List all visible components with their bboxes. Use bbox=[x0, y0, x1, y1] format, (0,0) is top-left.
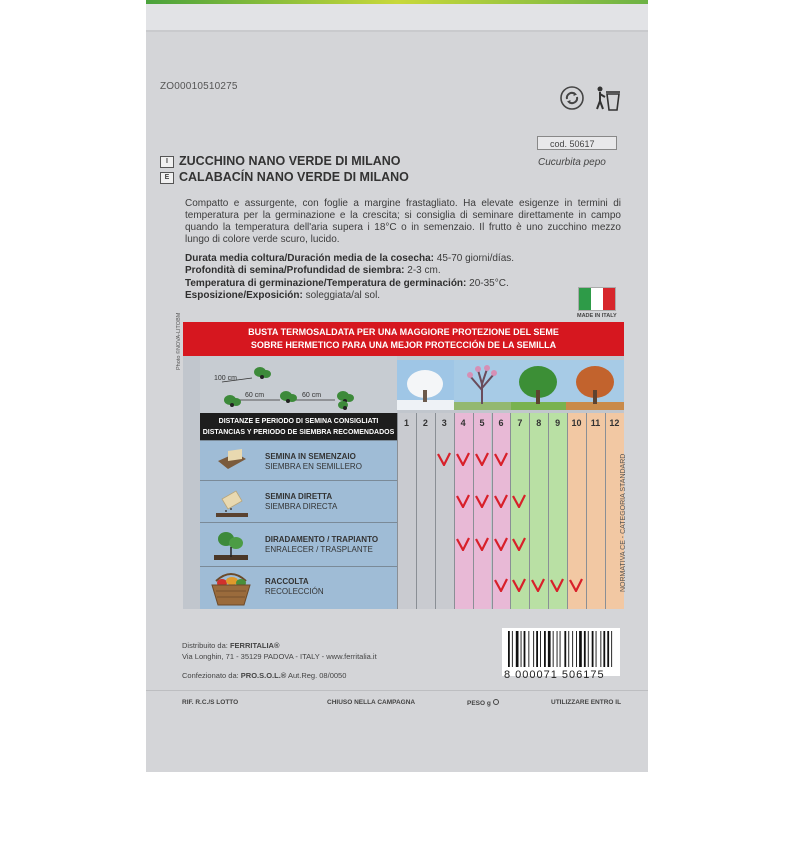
made-in-italy: MADE IN ITALY bbox=[577, 313, 617, 319]
italy-flag-icon bbox=[578, 287, 616, 311]
calendar-row-diretta bbox=[200, 480, 397, 522]
spec-line: Durata media coltura/Duración media de la cosecha: 45-70 giorni/días. bbox=[185, 253, 515, 264]
winter-tree-icon bbox=[397, 360, 454, 410]
month-column bbox=[435, 413, 454, 609]
check-mark-icon bbox=[512, 537, 526, 551]
calendar-row-trapianto bbox=[200, 522, 397, 566]
calendar-header-it: DISTANZE E PERIODO DI SEMINA CONSIGLIATI bbox=[218, 418, 379, 425]
calendar-row-semenzaio bbox=[200, 440, 397, 480]
month-number: 9 bbox=[555, 418, 561, 428]
check-mark-icon bbox=[494, 537, 508, 551]
spacing-100: 100 cm bbox=[214, 375, 237, 382]
normativa-label: NORMATIVA CE - CATEGORIA STANDARD bbox=[620, 453, 627, 592]
packet-top-seal bbox=[146, 0, 648, 30]
footer-utilizzare: UTILIZZARE ENTRO IL bbox=[551, 699, 622, 706]
spec-line: Temperatura di germinazione/Temperatura de germinación: 20-35°C. bbox=[185, 277, 509, 289]
month-number: 5 bbox=[479, 418, 485, 428]
description: Compatto e assurgente, con foglie a margine frastagliato. Ha elevate esigenze in termini di temperatura per la germinazione e la crescita; si consiglia di seminare direttamente in campo quando la temperatura dell'aria supera i 18°C o in semenzaio. Il frutto è uno zucchino mezzo lungo di colore verde scuro, lucido. bbox=[185, 198, 621, 245]
recycle-icon bbox=[560, 86, 584, 110]
seal-line-top bbox=[146, 30, 648, 32]
lang-tag-it: I bbox=[160, 156, 174, 168]
latin-name: Cucurbita pepo bbox=[538, 157, 606, 168]
seedling-icon bbox=[212, 527, 250, 563]
check-mark-icon bbox=[531, 578, 545, 592]
title-spanish bbox=[160, 170, 409, 184]
lang-tag-es: E bbox=[160, 172, 174, 184]
footer-chiuso: CHIUSO NELLA CAMPAGNA bbox=[327, 699, 416, 706]
spacing-60b: 60 cm bbox=[302, 392, 322, 399]
barcode-number: 8 000071 506175 bbox=[504, 669, 605, 681]
plant-icon bbox=[224, 395, 241, 407]
summer-tree-icon bbox=[511, 360, 566, 410]
cod-label: cod. 50617 bbox=[537, 136, 617, 150]
row-label-it: RACCOLTA bbox=[265, 577, 309, 586]
month-number: 3 bbox=[441, 418, 447, 428]
check-mark-icon bbox=[494, 494, 508, 508]
plant-icon bbox=[338, 401, 348, 410]
trash-bin-icon bbox=[594, 84, 622, 114]
distributor-address: Via Longhin, 71 - 35129 PADOVA - ITALY - www.ferritalia.it bbox=[182, 652, 377, 661]
spring-tree-icon bbox=[454, 360, 511, 410]
month-column bbox=[586, 413, 605, 609]
check-mark-icon bbox=[512, 494, 526, 508]
calendar-header-es: DISTANCIAS Y PERIODO DE SIEMBRA RECOMENDADOS bbox=[202, 429, 395, 436]
check-mark-icon bbox=[512, 578, 526, 592]
heat-sealed-banner bbox=[183, 322, 624, 356]
photo-credit: Photo ©NOVA-LITOBM bbox=[176, 312, 182, 370]
month-column bbox=[397, 413, 416, 609]
row-label-it: DIRADAMENTO / TRAPIANTO bbox=[265, 535, 379, 544]
check-mark-icon bbox=[550, 578, 564, 592]
spacing-60a: 60 cm bbox=[245, 392, 265, 399]
row-label-es: SIEMBRA EN SEMILLERO bbox=[265, 462, 362, 471]
title-es-text: CALABACÍN NANO VERDE DI MILANO bbox=[179, 170, 409, 184]
vegetable-basket-icon bbox=[208, 569, 254, 609]
autumn-tree-icon bbox=[566, 360, 624, 410]
footer-lotto: RIF. R.C./S LOTTO bbox=[182, 699, 239, 706]
packager-line: Confezionato da: PRO.S.O.L.® Aut.Reg. 08/0050 bbox=[182, 671, 347, 680]
month-number: 11 bbox=[590, 418, 601, 428]
check-mark-icon bbox=[456, 537, 470, 551]
month-number: 1 bbox=[403, 418, 409, 428]
seed-tray-icon bbox=[214, 447, 250, 475]
calendar-header bbox=[200, 413, 397, 440]
title-it-text: ZUCCHINO NANO VERDE DI MILANO bbox=[179, 154, 401, 168]
packet-top-green-strip bbox=[146, 0, 648, 4]
check-mark-icon bbox=[456, 494, 470, 508]
title-italian bbox=[160, 154, 401, 168]
banner-line-it: BUSTA TERMOSALDATA PER UNA MAGGIORE PROTEZIONE DEL SEME bbox=[248, 327, 559, 337]
distributor-line: Distribuito da: FERRITALIA® bbox=[182, 641, 280, 650]
spacing-diagram bbox=[200, 360, 397, 412]
seed-packet-icon bbox=[214, 485, 250, 519]
row-label-es: SIEMBRA DIRECTA bbox=[265, 502, 338, 511]
specs-list bbox=[185, 253, 514, 302]
check-mark-icon bbox=[475, 452, 489, 466]
check-mark-icon bbox=[494, 578, 508, 592]
banner-line-es: SOBRE HERMETICO PARA UNA MEJOR PROTECCIÓN DE LA SEMILLA bbox=[250, 340, 557, 350]
month-number: 7 bbox=[517, 418, 523, 428]
check-mark-icon bbox=[475, 494, 489, 508]
check-mark-icon bbox=[456, 452, 470, 466]
row-label-es: ENRALECER / TRASPLANTE bbox=[265, 545, 373, 554]
month-number: 12 bbox=[609, 418, 620, 428]
check-mark-icon bbox=[437, 452, 451, 466]
month-number: 2 bbox=[422, 418, 428, 428]
calendar-row-raccolta bbox=[200, 566, 397, 609]
month-number: 8 bbox=[536, 418, 542, 428]
check-mark-icon bbox=[494, 452, 508, 466]
plant-icon bbox=[254, 367, 271, 379]
spec-line: Profondità di semina/Profundidad de siembra: 2-3 cm. bbox=[185, 265, 441, 277]
row-label-es: RECOLECCIÓN bbox=[265, 587, 324, 596]
row-label-it: SEMINA IN SEMENZAIO bbox=[265, 452, 356, 461]
month-number: 10 bbox=[571, 418, 582, 428]
month-number: 4 bbox=[460, 418, 466, 428]
month-column bbox=[416, 413, 435, 609]
month-column bbox=[473, 413, 492, 609]
footer-peso: PESO g bbox=[467, 699, 499, 707]
plant-icon bbox=[280, 391, 297, 403]
month-column bbox=[454, 413, 473, 609]
month-number: 6 bbox=[498, 418, 504, 428]
plant-icon bbox=[337, 391, 354, 403]
check-mark-icon bbox=[569, 578, 583, 592]
spec-line: Esposizione/Exposición: soleggiata/al sol. bbox=[185, 289, 381, 301]
product-code: ZO00010510275 bbox=[160, 81, 238, 92]
row-label-it: SEMINA DIRETTA bbox=[265, 492, 333, 501]
check-mark-icon bbox=[475, 537, 489, 551]
seal-line-bottom bbox=[146, 690, 648, 691]
